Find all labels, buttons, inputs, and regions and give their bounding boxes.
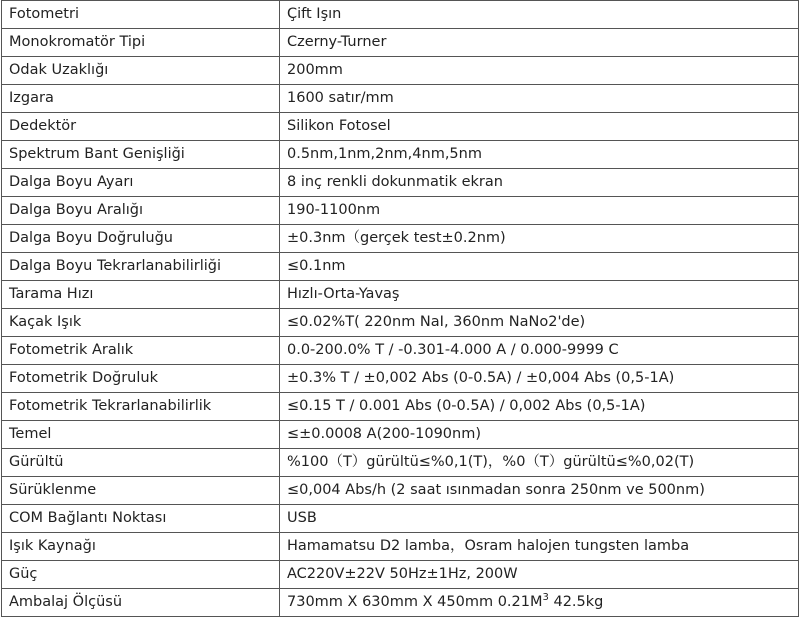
- table-row: [2, 533, 799, 561]
- spec-value: Hızlı-Orta-Yavaş: [280, 281, 799, 309]
- table-row: [2, 393, 799, 421]
- spec-label: Dalga Boyu Ayarı: [2, 169, 280, 197]
- spec-label: Dalga Boyu Tekrarlanabilirliği: [2, 253, 280, 281]
- table-row: [2, 505, 799, 533]
- spec-label: Temel: [2, 421, 280, 449]
- spec-value: Çift Işın: [280, 1, 799, 29]
- spec-label: Dedektör: [2, 113, 280, 141]
- spec-label: COM Bağlantı Noktası: [2, 505, 280, 533]
- table-row: [2, 113, 799, 141]
- spec-label: Odak Uzaklığı: [2, 57, 280, 85]
- spec-value: %100（T）gürültü≤%0,1(T)，%0（T）gürültü≤%0,02(T): [280, 449, 799, 477]
- spec-value: [280, 589, 799, 617]
- spec-label: Tarama Hızı: [2, 281, 280, 309]
- superscript-exponent: 3: [542, 592, 549, 604]
- spec-value: 0.5nm,1nm,2nm,4nm,5nm: [280, 141, 799, 169]
- spec-value: ≤0.02%T( 220nm NaI, 360nm NaNo2'de): [280, 309, 799, 337]
- spec-value: AC220V±22V 50Hz±1Hz, 200W: [280, 561, 799, 589]
- spec-value: 200mm: [280, 57, 799, 85]
- table-row: [2, 225, 799, 253]
- spec-value: Czerny-Turner: [280, 29, 799, 57]
- spec-value-tail: 42.5kg: [548, 594, 604, 610]
- table-row: [2, 85, 799, 113]
- spec-table: [1, 0, 799, 617]
- spec-label: Dalga Boyu Doğruluğu: [2, 225, 280, 253]
- table-row: [2, 337, 799, 365]
- spec-value: ≤0.15 T / 0.001 Abs (0-0.5A) / 0,002 Abs (0,5-1A): [280, 393, 799, 421]
- spec-label: Fotometrik Doğruluk: [2, 365, 280, 393]
- spec-label: Gürültü: [2, 449, 280, 477]
- spec-value: ≤±0.0008 A(200-1090nm): [280, 421, 799, 449]
- spec-label: Ambalaj Ölçüsü: [2, 589, 280, 617]
- table-row: [2, 141, 799, 169]
- table-row: [2, 365, 799, 393]
- spec-value: Silikon Fotosel: [280, 113, 799, 141]
- spec-table-body: [2, 1, 799, 617]
- table-row: [2, 1, 799, 29]
- spec-value: ≤0.1nm: [280, 253, 799, 281]
- table-row: [2, 421, 799, 449]
- table-row: [2, 477, 799, 505]
- spec-label: Spektrum Bant Genişliği: [2, 141, 280, 169]
- table-row: [2, 449, 799, 477]
- spec-label: Kaçak Işık: [2, 309, 280, 337]
- spec-label: Fotometri: [2, 1, 280, 29]
- spec-label: Monokromatör Tipi: [2, 29, 280, 57]
- table-row: [2, 281, 799, 309]
- table-row: [2, 29, 799, 57]
- spec-label: Izgara: [2, 85, 280, 113]
- table-row: [2, 169, 799, 197]
- spec-label: Sürüklenme: [2, 477, 280, 505]
- spec-value: ±0.3nm（gerçek test±0.2nm): [280, 225, 799, 253]
- spec-value: USB: [280, 505, 799, 533]
- table-row: [2, 309, 799, 337]
- table-row: [2, 57, 799, 85]
- spec-value: 8 inç renkli dokunmatik ekran: [280, 169, 799, 197]
- spec-label: Işık Kaynağı: [2, 533, 280, 561]
- spec-label: Fotometrik Tekrarlanabilirlik: [2, 393, 280, 421]
- spec-value: Hamamatsu D2 lamba，Osram halojen tungsten lamba: [280, 533, 799, 561]
- spec-value: 190-1100nm: [280, 197, 799, 225]
- spec-value: ±0.3% T / ±0,002 Abs (0-0.5A) / ±0,004 Abs (0,5-1A): [280, 365, 799, 393]
- spec-value-main: 730mm X 630mm X 450mm 0.21M: [287, 594, 543, 610]
- spec-value: 0.0-200.0% T / -0.301-4.000 A / 0.000-9999 C: [280, 337, 799, 365]
- table-row: [2, 589, 799, 617]
- spec-value: 1600 satır/mm: [280, 85, 799, 113]
- spec-label: Güç: [2, 561, 280, 589]
- table-row: [2, 197, 799, 225]
- spec-label: Dalga Boyu Aralığı: [2, 197, 280, 225]
- spec-label: Fotometrik Aralık: [2, 337, 280, 365]
- spec-value: ≤0,004 Abs/h (2 saat ısınmadan sonra 250nm ve 500nm): [280, 477, 799, 505]
- table-row: [2, 253, 799, 281]
- table-row: [2, 561, 799, 589]
